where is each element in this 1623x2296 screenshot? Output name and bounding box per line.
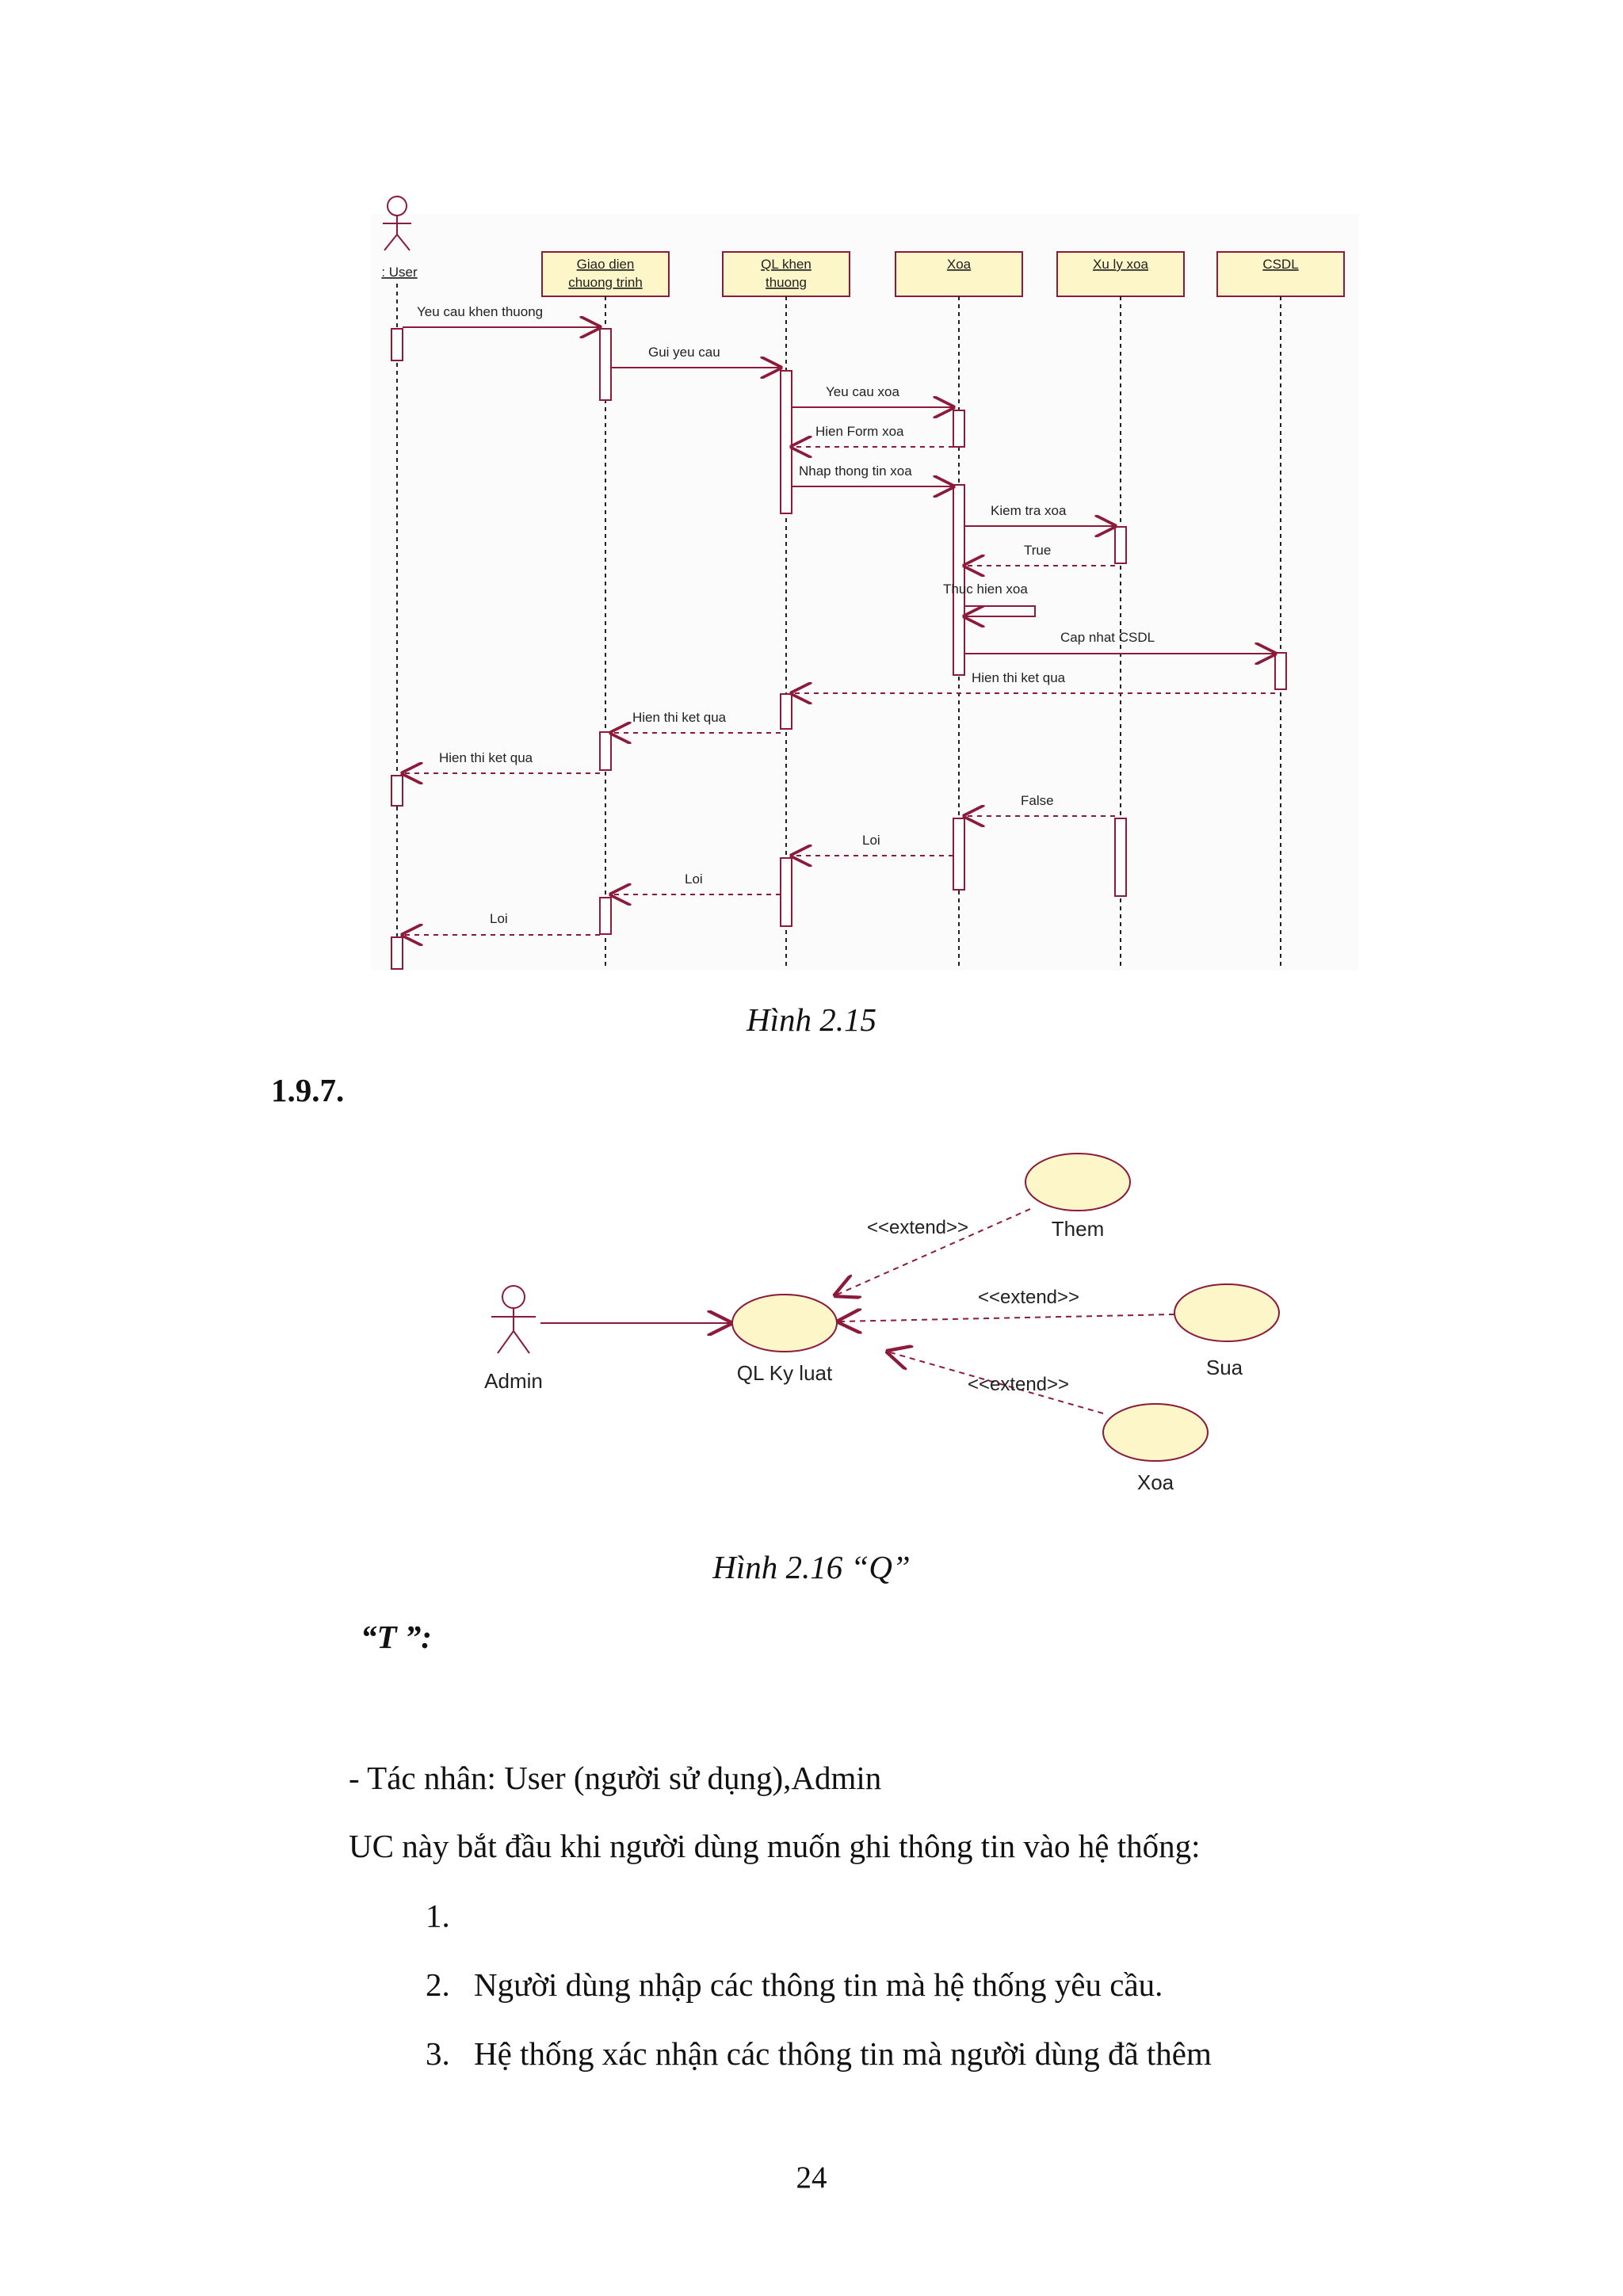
step-number: 1. [426,1897,450,1934]
message-label: Hien Form xoa [815,424,904,439]
figure-caption: Hình 2.16 “Q” [712,1549,911,1585]
use-case-diagram [460,1133,1331,1505]
use-case-label: Xoa [1136,1470,1174,1494]
message-label: Loi [490,911,508,926]
lifeline-label: Xoa [946,257,972,272]
actor-line: - Tác nhân: User (người sử dụng),Admin [349,1760,882,1796]
message-label: Cap nhat CSDL [1060,630,1155,645]
message-label: Yeu cau khen thuong [417,304,544,319]
lifeline-label: chuong trinh [568,275,643,290]
message-label: Loi [685,871,703,887]
use-case-xoa [1103,1404,1208,1461]
use-case-them [1025,1154,1130,1211]
section-heading: 1.9.7. [271,1072,345,1108]
step-number: 2. [426,1966,450,2003]
message-label: False [1021,793,1054,808]
message-label: Yeu cau xoa [826,384,899,399]
step-text: Người dùng nhập các thông tin mà hệ thống yêu cầu. [474,1966,1163,2003]
lifeline-label: Xu ly xoa [1093,257,1148,272]
extend-label: <<extend>> [967,1374,1070,1395]
use-case-ql-ky-luat [732,1295,837,1352]
message-label: True [1024,543,1052,558]
extend-label: <<extend>> [866,1217,969,1238]
actor-label: : User [381,265,418,280]
page-number: 24 [796,2161,827,2195]
admin-actor-icon [491,1286,536,1353]
message-label: Kiem tra xoa [991,503,1067,518]
use-case-label: Them [1051,1217,1105,1241]
use-case-label: QL Ky luat [736,1361,833,1385]
step-number: 3. [426,2035,450,2072]
quoted-heading: “T ”: [361,1619,432,1655]
message-label: Hien thi ket qua [632,710,727,725]
use-case-label: Sua [1205,1356,1243,1379]
lifeline-label: QL khen [761,257,812,272]
actor-label: Admin [484,1369,543,1393]
uc-intro: UC này bắt đầu khi người dùng muốn ghi thông tin vào hệ thống: [349,1828,1201,1864]
sequence-diagram [371,190,1358,971]
figure-caption: Hình 2.15 [747,1001,876,1038]
message-label: Nhap thong tin xoa [799,463,912,479]
message-label: Gui yeu cau [648,345,720,360]
step-text: Hệ thống xác nhận các thông tin mà người dùng đã thêm [474,2035,1212,2072]
lifeline-label: CSDL [1262,257,1299,272]
message-label: Hien thi ket qua [972,670,1066,685]
message-label: Loi [862,833,880,848]
message-label: Hien thi ket qua [439,750,533,765]
lifeline-label: thuong [766,275,807,290]
lifeline-label: Giao dien [576,257,635,272]
extend-label: <<extend>> [977,1287,1080,1308]
use-case-sua [1174,1284,1279,1341]
message-label: Thuc hien xoa [943,582,1028,597]
